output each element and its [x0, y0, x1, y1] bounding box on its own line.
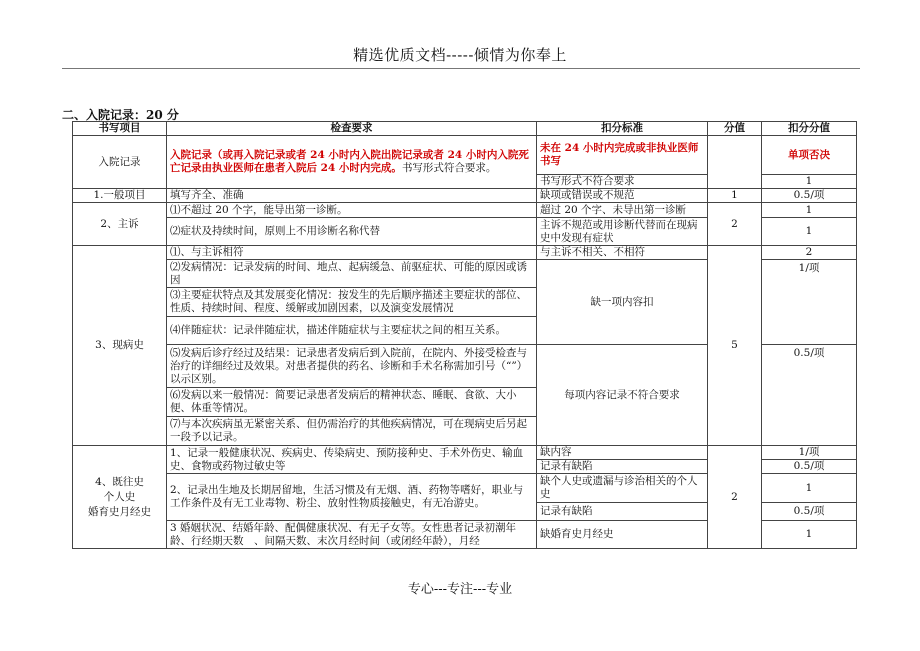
std-past-1b: 记录有缺陷 — [537, 460, 708, 474]
header-score: 分值 — [708, 122, 762, 136]
req-admission-red: 入院记录（或再入院记录或者 24 小时内入院出院记录或者 24 小时内入院死亡记录由执业医师在患者入院后 24 小时内完成。 — [170, 149, 529, 174]
std-complaint-1: 超过 20 个字、未导出第一诊断 — [537, 203, 708, 218]
item-general: 1.一般项目 — [73, 189, 167, 203]
std-hpi-wrong: 每项内容记录不符合要求 — [537, 345, 708, 446]
req-past-1: 1、记录一般健康状况、疾病史、传染病史、预防接种史、手术外伤史、输血史、食物或药物过敏史等 — [167, 446, 537, 474]
req-hpi-6: ⑹发病以来一般情况：简要记录患者发病后的精神状态、睡眠、食欲、大小便、体重等情况。 — [167, 388, 537, 417]
page-header: 精选优质文档-----倾情为你奉上 — [353, 46, 567, 64]
req-past-3: 3 婚姻状况、结婚年龄、配偶健康状况、有无子女等。女性患者记录初潮年龄、行经期天数 、间隔天数、末次月经时间（或闭经年龄），月经 — [167, 521, 537, 549]
req-hpi-3: ⑶主要症状特点及其发展变化情况：按发生的先后顺序描述主要症状的部位、性质、持续时间、程度、缓解或加剧因素，以及演变发展情况 — [167, 288, 537, 317]
req-hpi-4: ⑷伴随症状：记录伴随症状，描述伴随症状与主要症状之间的相互关系。 — [167, 317, 537, 345]
std-admission-1: 未在 24 小时内完成或非执业医师书写 — [537, 136, 708, 175]
deduct-past-2b: 0.5/项 — [762, 503, 857, 521]
item-complaint: 2、主诉 — [73, 203, 167, 246]
std-past-3: 缺婚育史月经史 — [537, 521, 708, 549]
deduct-complaint-2: 1 — [762, 218, 857, 246]
item-past-line2: 个人史 — [103, 490, 136, 503]
deduct-hpi-wrong: 0.5/项 — [762, 345, 857, 446]
deduct-past-2a: 1 — [762, 474, 857, 503]
std-past-2a: 缺个人史或遗漏与诊治相关的个人史 — [537, 474, 708, 503]
req-admission-rest: 书写形式符合要求。 — [401, 162, 497, 174]
score-hpi: 5 — [708, 246, 762, 446]
req-hpi-1: ⑴、与主诉相符 — [167, 246, 537, 260]
table-row — [73, 246, 857, 260]
deduct-admission-2: 1 — [762, 175, 857, 189]
scoring-table — [72, 121, 857, 549]
score-admission — [708, 136, 762, 189]
item-past — [73, 446, 167, 549]
table-row — [73, 203, 857, 218]
std-hpi-missing: 缺一项内容扣 — [537, 260, 708, 345]
req-hpi-7: ⑺与本次疾病虽无紧密关系、但仍需治疗的其他疾病情况，可在现病史后另起一段予以记录。 — [167, 417, 537, 446]
table-row — [73, 189, 857, 203]
req-complaint-1: ⑴不超过 20 个字，能导出第一诊断。 — [167, 203, 537, 218]
deduct-past-1b: 0.5/项 — [762, 460, 857, 474]
std-general: 缺项或错误或不规范 — [537, 189, 708, 203]
score-complaint: 2 — [708, 203, 762, 246]
header-divider — [62, 68, 860, 69]
deduct-past-3: 1 — [762, 521, 857, 549]
item-past-line1: 4、既往史 — [95, 475, 144, 488]
req-complaint-2: ⑵症状及持续时间，原则上不用诊断名称代替 — [167, 218, 537, 246]
item-past-line3: 婚育史月经史 — [88, 505, 151, 518]
header-requirement: 检查要求 — [167, 122, 537, 136]
req-general: 填写齐全、准确 — [167, 189, 537, 203]
header-deduction: 扣分分值 — [762, 122, 857, 136]
section-title: 二、入院记录：20 分 — [62, 108, 179, 122]
item-hpi: 3、现病史 — [73, 246, 167, 446]
deduct-general: 0.5/项 — [762, 189, 857, 203]
std-past-1a: 缺内容 — [537, 446, 708, 460]
score-past: 2 — [708, 446, 762, 549]
deduct-hpi-missing: 1/项 — [762, 260, 857, 345]
std-admission-2: 书写形式不符合要求 — [537, 175, 708, 189]
header-standard: 扣分标准 — [537, 122, 708, 136]
page-footer: 专心---专注---专业 — [407, 582, 513, 597]
std-hpi-1: 与主诉不相关、不相符 — [537, 246, 708, 260]
req-hpi-5: ⑸发病后诊疗经过及结果：记录患者发病后到入院前，在院内、外接受检查与治疗的详细经过及效果。对患者提供的药名、诊断和手术名称需加引号（“”）以示区别。 — [167, 345, 537, 388]
std-complaint-2: 主诉不规范或用诊断代替而在现病史中发现有症状 — [537, 218, 708, 246]
table-header-row — [73, 122, 857, 136]
req-past-2: 2、记录出生地及长期居留地，生活习惯及有无烟、酒、药物等嗜好，职业与工作条件及有无工业毒物、粉尘、放射性物质接触史，有无冶游史。 — [167, 474, 537, 521]
deduct-admission-1: 单项否决 — [762, 136, 857, 175]
deduct-past-1a: 1/项 — [762, 446, 857, 460]
item-admission: 入院记录 — [73, 136, 167, 189]
deduct-complaint-1: 1 — [762, 203, 857, 218]
req-admission — [167, 136, 537, 189]
table-row — [73, 446, 857, 460]
req-hpi-2: ⑵发病情况：记录发病的时间、地点、起病缓急、前驱症状、可能的原因或诱因 — [167, 260, 537, 288]
header-item: 书写项目 — [73, 122, 167, 136]
table-row — [73, 136, 857, 175]
score-general: 1 — [708, 189, 762, 203]
std-past-2b: 记录有缺陷 — [537, 503, 708, 521]
deduct-hpi-1: 2 — [762, 246, 857, 260]
